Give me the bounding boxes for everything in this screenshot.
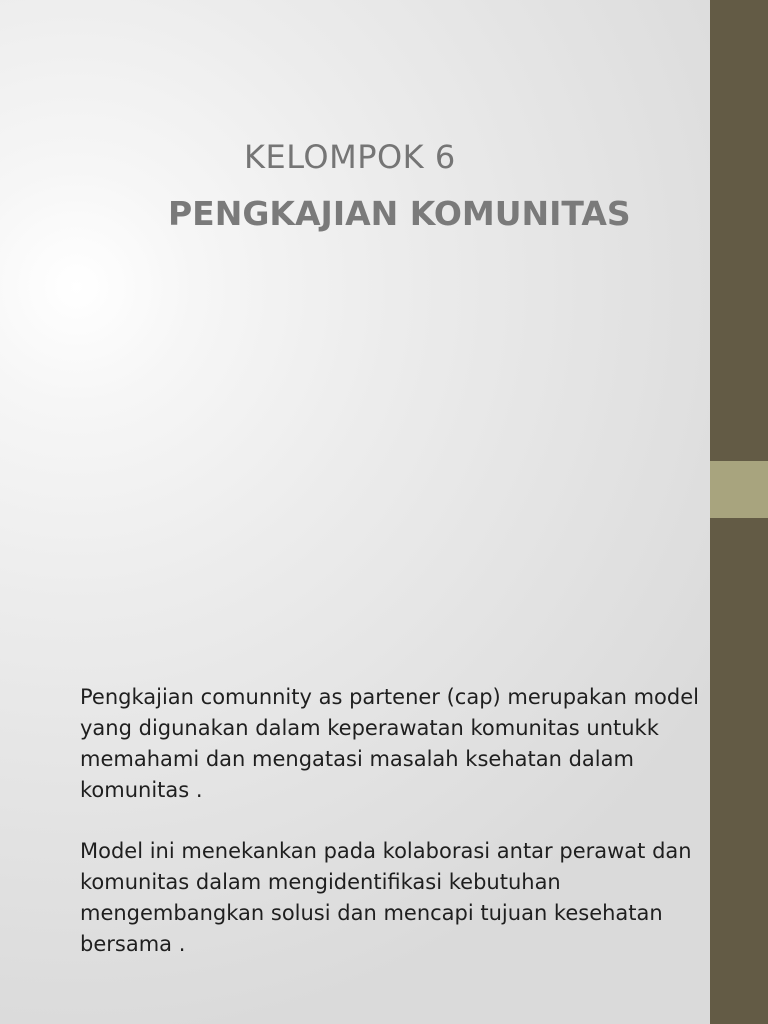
body-paragraph-2: Model ini menekankan pada kolaborasi antar perawat dan komunitas dalam mengidentifikasi kebutuhan mengembangkan solusi dan mencapi tujuan kesehatan bersama . — [80, 839, 692, 956]
slide-title: PENGKAJIAN KOMUNITAS — [168, 194, 631, 233]
slide-body — [80, 682, 705, 990]
group-label: KELOMPOK 6 — [244, 138, 456, 176]
body-paragraph-1: Pengkajian comunnity as partener (cap) merupakan model yang digunakan dalam keperawatan komunitas untukk memahami dan mengatasi masalah ksehatan dalam komunitas . — [80, 685, 699, 802]
decorative-side-accent — [710, 461, 768, 518]
